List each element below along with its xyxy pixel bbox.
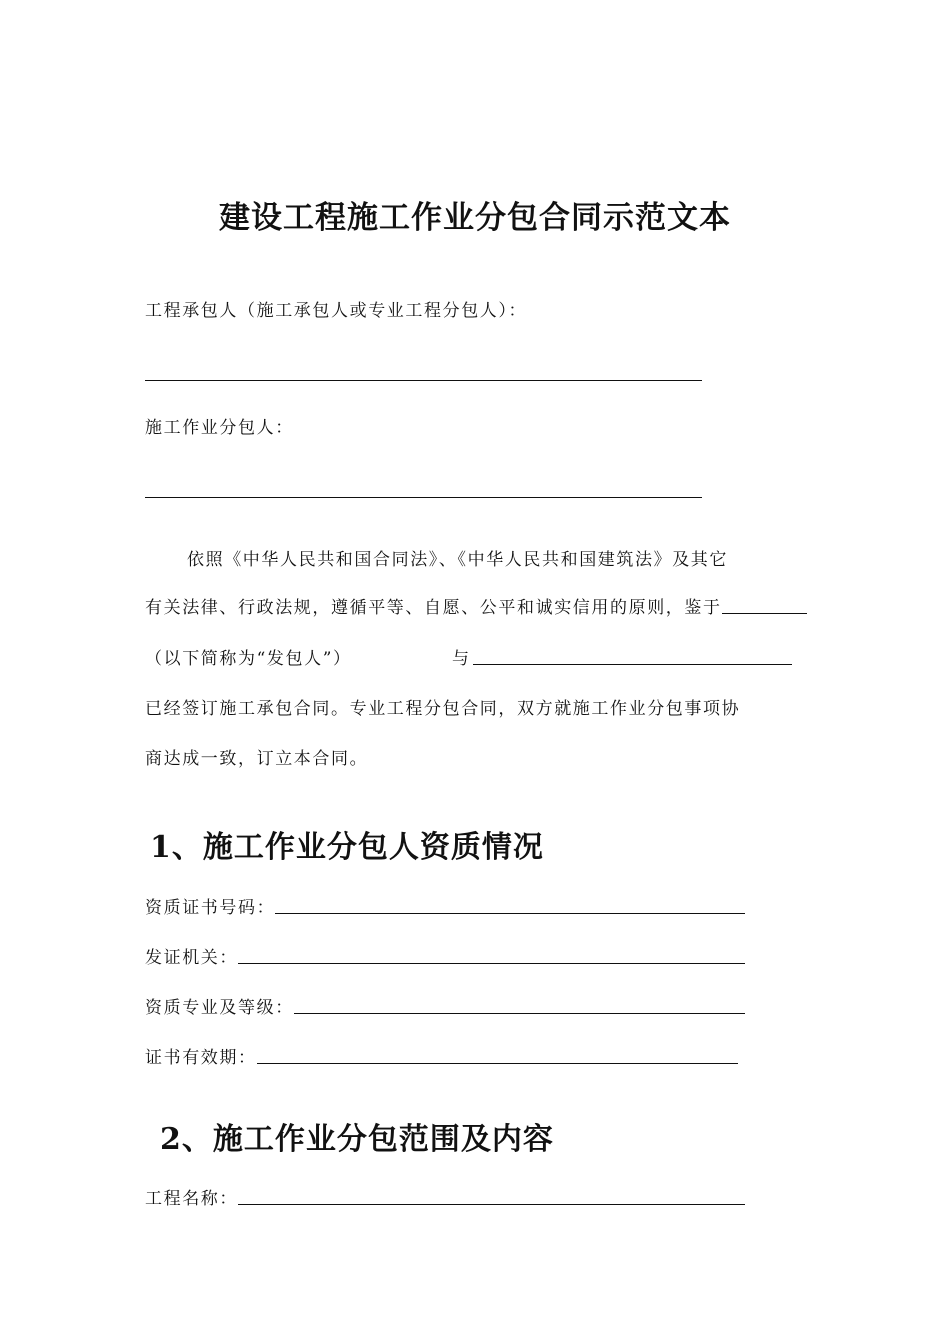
specialty-grade-label: 资质专业及等级： — [145, 998, 294, 1018]
specialty-grade-field[interactable] — [294, 1013, 745, 1014]
contractor-name-blank-line — [473, 664, 792, 665]
project-name-label: 工程名称： — [145, 1189, 238, 1209]
section-1-heading: 1、施工作业分包人资质情况 — [150, 830, 544, 865]
document-title: 建设工程施工作业分包合同示范文本 — [219, 200, 731, 236]
issuer-blank-line — [722, 613, 807, 614]
preamble-with-text: 与 — [452, 649, 471, 669]
preamble-line-2-text: 有关法律、行政法规，遵循平等、自愿、公平和诚实信用的原则，鉴于 — [145, 598, 722, 618]
issuer-label: 发证机关： — [145, 948, 238, 968]
cert-number-row — [145, 893, 745, 918]
preamble-line-2 — [145, 593, 807, 618]
validity-row — [145, 1043, 738, 1068]
issuer-row — [145, 943, 745, 968]
section-2-heading: 2、施工作业分包范围及内容 — [160, 1122, 554, 1157]
preamble-line-5: 商达成一致，订立本合同。 — [145, 749, 369, 769]
contractor-blank-line — [145, 380, 702, 381]
specialty-grade-row — [145, 993, 745, 1018]
preamble-line-3a: （以下简称为“发包人”） — [145, 649, 352, 669]
preamble-line-4: 已经签订施工承包合同。专业工程分包合同，双方就施工作业分包事项协 — [145, 699, 741, 719]
project-name-row — [145, 1184, 745, 1209]
issuer-field[interactable] — [238, 963, 745, 964]
cert-number-field[interactable] — [275, 913, 745, 914]
project-name-field[interactable] — [238, 1204, 745, 1205]
cert-number-label: 资质证书号码： — [145, 898, 276, 918]
contractor-label: 工程承包人（施工承包人或专业工程分包人）： — [145, 301, 528, 321]
validity-field[interactable] — [257, 1063, 738, 1064]
subcontractor-blank-line — [145, 497, 702, 498]
validity-label: 证书有效期： — [145, 1048, 257, 1068]
subcontractor-label: 施工作业分包人： — [145, 418, 294, 438]
preamble-line-1: 依照《中华人民共和国合同法》、《中华人民共和国建筑法》及其它 — [187, 550, 728, 570]
preamble-line-3b — [452, 644, 792, 669]
